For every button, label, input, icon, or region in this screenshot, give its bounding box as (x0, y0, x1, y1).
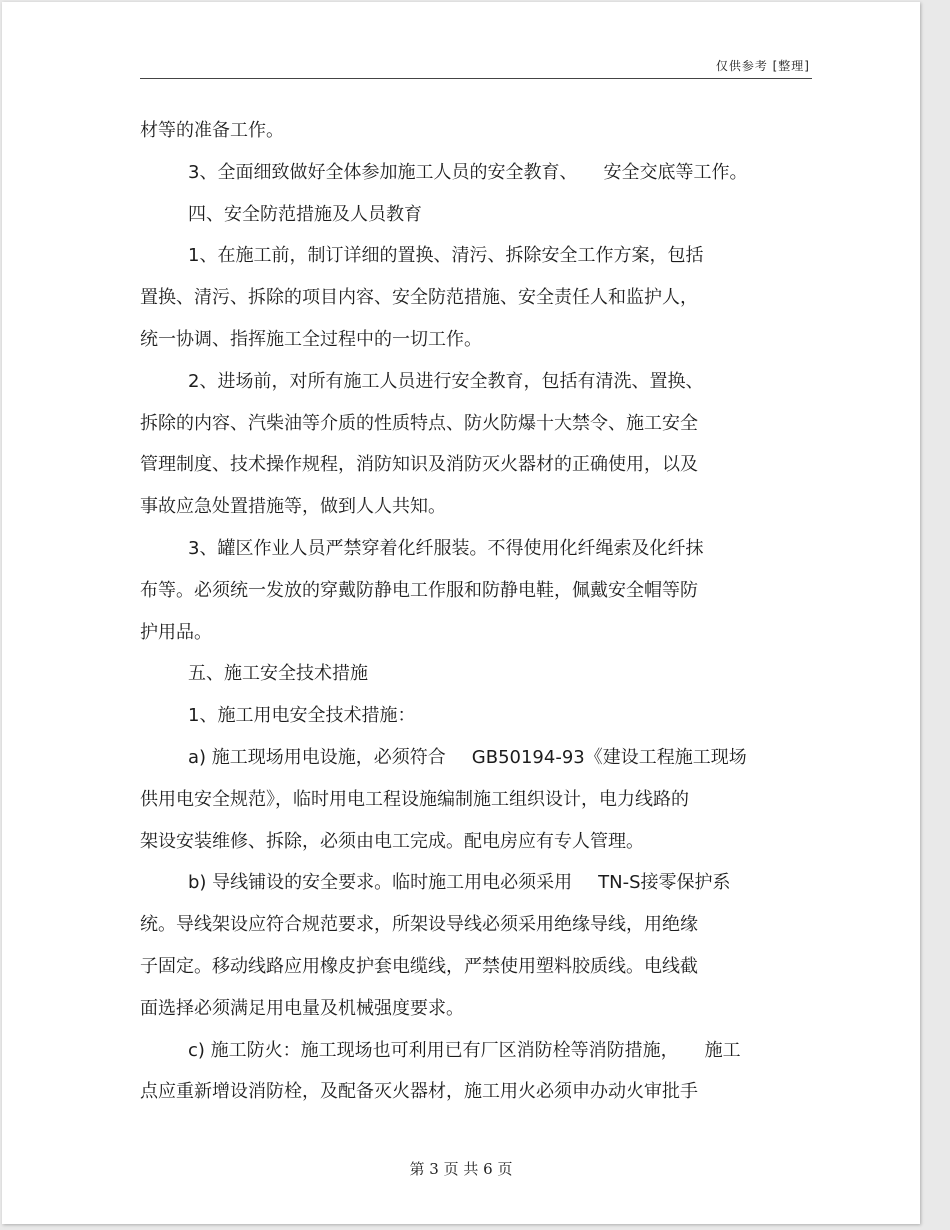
paragraph-line: 1、施工用电安全技术措施： (188, 705, 416, 727)
paragraph-line: 供用电安全规范》，临时用电工程设施编制施工组织设计，电力线路的 (140, 788, 689, 810)
paragraph-line: 统一协调、指挥施工全过程中的一切工作。 (140, 328, 482, 350)
section-heading: 五、施工安全技术措施 (188, 663, 368, 685)
paragraph-line: 架设安装维修、拆除，必须由电工完成。配电房应有专人管理。 (140, 830, 644, 852)
section-heading: 四、安全防范措施及人员教育 (188, 203, 422, 225)
paragraph-line: b) 导线铺设的安全要求。临时施工用电必须采用 TN-S接零保护系 (188, 872, 731, 894)
paragraph-line: 管理制度、技术操作规程，消防知识及消防灭火器材的正确使用，以及 (140, 454, 698, 476)
paragraph-line: 布等。必须统一发放的穿戴防静电工作服和防静电鞋，佩戴安全帽等防 (140, 579, 698, 601)
paragraph-line: c) 施工防火：施工现场也可利用已有厂区消防栓等消防措施， 施工 (188, 1039, 741, 1061)
header-divider (140, 78, 812, 79)
paragraph-line: 子固定。移动线路应用橡皮护套电缆线，严禁使用塑料胶质线。电线截 (140, 955, 698, 977)
paragraph-line: 3、全面细致做好全体参加施工人员的安全教育、 安全交底等工作。 (188, 161, 748, 183)
paragraph-line: 3、罐区作业人员严禁穿着化纤服装。不得使用化纤绳索及化纤抹 (188, 537, 704, 559)
paragraph-line: 材等的准备工作。 (140, 120, 284, 141)
paragraph-line: 护用品。 (140, 621, 212, 643)
paragraph-line: 拆除的内容、汽柴油等介质的性质特点、防火防爆十大禁令、施工安全 (140, 412, 698, 434)
document-page (2, 2, 920, 1224)
paragraph-line: 点应重新增设消防栓，及配备灭火器材，施工用火必须申办动火审批手 (140, 1081, 698, 1103)
header-note: 仅供参考 [整理] (715, 59, 810, 73)
paragraph-line: 事故应急处置措施等，做到人人共知。 (140, 496, 446, 518)
paragraph-line: 置换、清污、拆除的项目内容、安全防范措施、安全责任人和监护人， (140, 287, 698, 309)
paragraph-line: 面选择必须满足用电量及机械强度要求。 (140, 997, 464, 1019)
document-body (140, 116, 812, 1119)
paragraph-line: a) 施工现场用电设施，必须符合 GB50194-93《建设工程施工现场 (188, 746, 747, 768)
paragraph-line: 1、在施工前，制订详细的置换、清污、拆除安全工作方案，包括 (188, 245, 704, 267)
paragraph-line: 统。导线架设应符合规范要求，所架设导线必须采用绝缘导线，用绝缘 (140, 914, 698, 936)
page-number: 第 3 页 共 6 页 (409, 1160, 513, 1178)
paragraph-line: 2、进场前，对所有施工人员进行安全教育，包括有清洗、置换、 (188, 370, 704, 392)
